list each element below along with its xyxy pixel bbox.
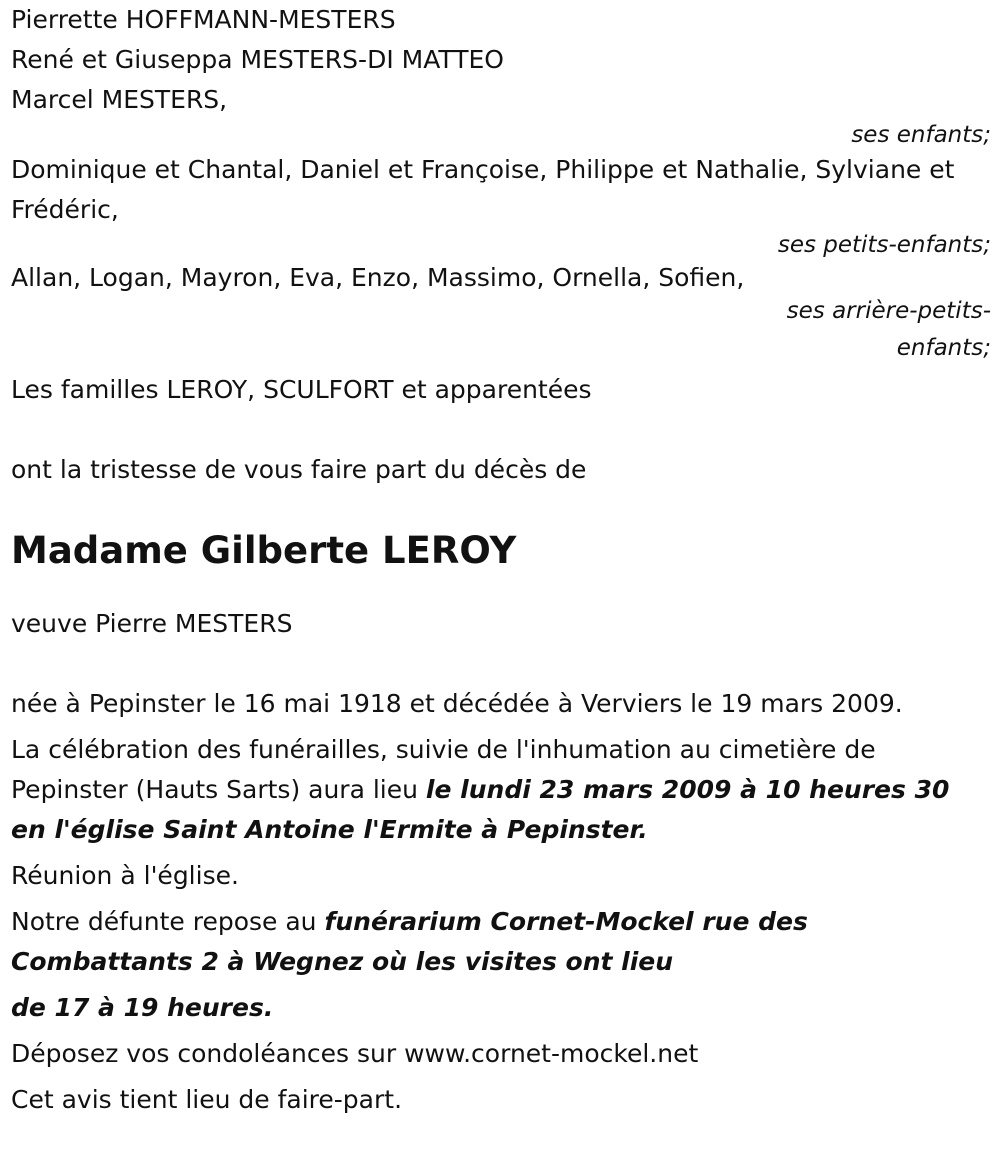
great-grandchildren-role-1: ses arrière-petits- [786,298,991,324]
funeral-when-where: le lundi 23 mars 2009 à 10 heures 30 en l'église Saint Antoine l'Ermite à Pepinster. [11,775,950,844]
funeral-paragraph [11,730,986,850]
repose-paragraph [11,902,851,982]
extended-family: Les familles LEROY, SCULFORT et apparentées [11,375,592,404]
child-line-3: Marcel MESTERS, [11,85,228,114]
grandchildren-list: Dominique et Chantal, Daniel et Françoise, Philippe et Nathalie, Sylviane et Frédéric, [11,155,955,224]
obituary-document [11,0,991,1120]
condolences-text: Déposez vos condoléances sur www.cornet-mockel.net [11,1039,699,1068]
reunion-text: Réunion à l'église. [11,861,239,890]
funeral-intro: La célébration des funérailles, suivie de l'inhumation au cimetière de Pepinster (Hauts Sarts) aura lieu [11,735,876,804]
great-grandchildren-list: Allan, Logan, Mayron, Eva, Enzo, Massimo, Ornella, Sofien, [11,263,745,292]
repose-intro: Notre défunte repose au [11,907,325,936]
widow-of: veuve Pierre MESTERS [11,609,293,638]
repose-place: funérarium Cornet-Mockel rue des Combattants 2 à Wegnez où les visites ont lieu [11,907,808,976]
grandchildren-role: ses petits-enfants; [777,232,991,258]
children-role: ses enfants; [851,122,991,148]
announcement-text: ont la tristesse de vous faire part du décès de [11,455,587,484]
visiting-hours: de 17 à 19 heures. [11,993,274,1022]
notice-text: Cet avis tient lieu de faire-part. [11,1085,403,1114]
child-line-2: René et Giuseppa MESTERS-DI MATTEO [11,45,504,74]
child-line-1: Pierrette HOFFMANN-MESTERS [11,5,396,34]
great-grandchildren-role-2: enfants; [896,335,991,361]
deceased-name: Madame Gilberte LEROY [11,529,517,572]
birth-death: née à Pepinster le 16 mai 1918 et décédée à Verviers le 19 mars 2009. [11,689,903,718]
